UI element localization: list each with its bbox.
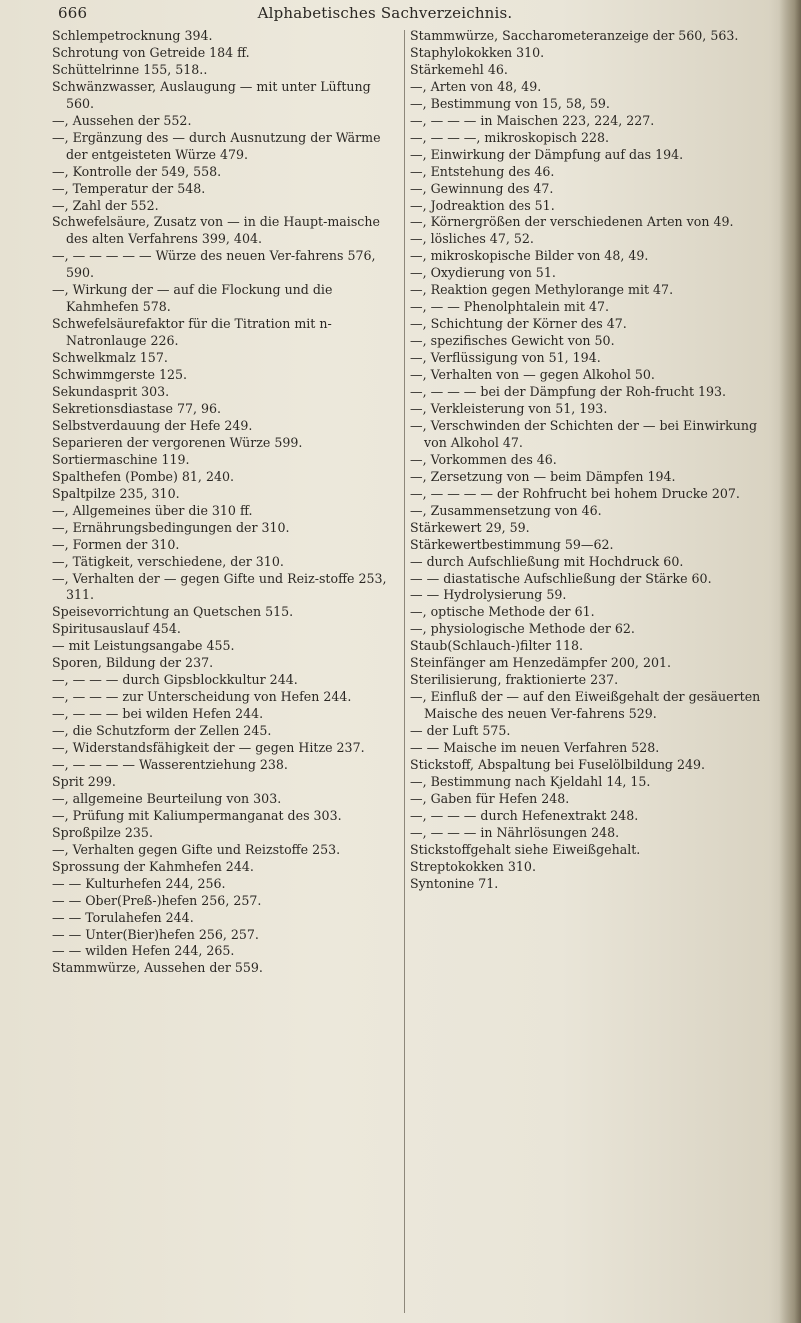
- index-entry: —, Zusammensetzung von 46.: [410, 502, 602, 518]
- index-entry: —, — — — zur Unterscheidung von Hefen 244.: [52, 689, 352, 705]
- index-entry: —, Gewinnung des 47.: [410, 180, 554, 196]
- index-column-left: [52, 28, 397, 977]
- index-entry: —, Bestimmung von 15, 58, 59.: [410, 95, 610, 111]
- index-entry: —, physiologische Methode der 62.: [410, 621, 635, 637]
- index-entry: Steinfänger am Henzedämpfer 200, 201.: [410, 655, 671, 671]
- index-entry: Schüttelrinne 155, 518..: [52, 61, 208, 77]
- index-entry: Sporen, Bildung der 237.: [52, 655, 214, 671]
- index-entry: —, — — — in Maischen 223, 224, 227.: [410, 112, 655, 128]
- index-entry: Stärkewert 29, 59.: [410, 519, 530, 535]
- index-entry: Sprossung der Kahmhefen 244.: [52, 858, 254, 874]
- index-entry: Streptokokken 310.: [410, 858, 536, 874]
- index-entry: Sekundasprit 303.: [52, 384, 170, 400]
- index-entry: —, Ergänzung des — durch Ausnutzung der Wärme der entgeisteten Würze 479.: [52, 129, 381, 162]
- index-entry: —, — — — durch Gipsblockkultur 244.: [52, 672, 298, 688]
- index-entry: — — Kulturhefen 244, 256.: [52, 875, 226, 891]
- index-entry: — — diastatische Aufschließung der Stärke 60.: [410, 570, 712, 586]
- index-entry: Schwefelsäurefaktor für die Titration mit n-Natronlauge 226.: [52, 316, 332, 349]
- index-entry: — — Ober(Preß-)hefen 256, 257.: [52, 892, 262, 908]
- index-entry: — der Luft 575.: [410, 723, 511, 739]
- index-entry: — durch Aufschließung mit Hochdruck 60.: [410, 553, 684, 569]
- index-entry: —, Gaben für Hefen 248.: [410, 790, 570, 806]
- index-entry: —, Zersetzung von — beim Dämpfen 194.: [410, 468, 676, 484]
- page-header: [0, 4, 801, 26]
- index-entry: Stickstoff, Abspaltung bei Fuselölbildung 249.: [410, 756, 706, 772]
- index-entry: Schwänzwasser, Auslaugung — mit unter Lüftung 560.: [52, 78, 371, 111]
- index-entry: Staub(Schlauch-)filter 118.: [410, 638, 584, 654]
- index-entry: Spalthefen (Pombe) 81, 240.: [52, 468, 234, 484]
- index-entry: —, Allgemeines über die 310 ff.: [52, 502, 253, 518]
- index-entry: — — Maische im neuen Verfahren 528.: [410, 740, 660, 756]
- index-entry: —, optische Methode der 61.: [410, 604, 595, 620]
- index-entry: —, Oxydierung von 51.: [410, 265, 556, 281]
- index-entry: —, Temperatur der 548.: [52, 180, 206, 196]
- index-entry: —, Verhalten von — gegen Alkohol 50.: [410, 367, 655, 383]
- index-entry: —, die Schutzform der Zellen 245.: [52, 723, 272, 739]
- index-entry: —, spezifisches Gewicht von 50.: [410, 333, 615, 349]
- index-entry: Stammwürze, Aussehen der 559.: [52, 960, 263, 976]
- index-entry: Stickstoffgehalt siehe Eiweißgehalt.: [410, 841, 641, 857]
- index-entry: Schlempetrocknung 394.: [52, 28, 213, 43]
- index-entry: Separieren der vergorenen Würze 599.: [52, 434, 303, 450]
- index-entry: —, Jodreaktion des 51.: [410, 197, 555, 213]
- index-entry: — — wilden Hefen 244, 265.: [52, 943, 235, 959]
- index-entry: Schwefelsäure, Zusatz von — in die Haupt-maische des alten Verfahrens 399, 404.: [52, 214, 380, 247]
- index-entry: —, Vorkommen des 46.: [410, 451, 557, 467]
- index-entry: —, Verhalten gegen Gifte und Reizstoffe 253.: [52, 841, 341, 857]
- index-entry: —, — — — bei der Dämpfung der Roh-frucht 193.: [410, 384, 727, 400]
- index-column-right: [410, 28, 768, 893]
- index-entry: —, Verflüssigung von 51, 194.: [410, 350, 601, 366]
- index-entry: Spaltpilze 235, 310.: [52, 485, 180, 501]
- index-entry: Sterilisierung, fraktionierte 237.: [410, 672, 619, 688]
- index-entry: —, Verhalten der — gegen Gifte und Reiz-stoffe 253, 311.: [52, 570, 387, 603]
- index-entry: Sekretionsdiastase 77, 96.: [52, 400, 222, 416]
- index-entry: —, mikroskopische Bilder von 48, 49.: [410, 248, 649, 264]
- index-entry: Sortiermaschine 119.: [52, 451, 190, 467]
- index-entry: —, Kontrolle der 549, 558.: [52, 163, 222, 179]
- page-edge-shadow: [779, 0, 801, 1323]
- index-entry: Stärkemehl 46.: [410, 61, 508, 77]
- page-title: Alphabetisches Sachverzeichnis.: [257, 4, 513, 22]
- index-entry: —, — — — in Nährlösungen 248.: [410, 824, 620, 840]
- index-entry: —, Entstehung des 46.: [410, 163, 555, 179]
- index-entry: —, Aussehen der 552.: [52, 112, 192, 128]
- index-entry: —, Prüfung mit Kaliumpermanganat des 303.: [52, 807, 342, 823]
- column-divider: [404, 30, 405, 1313]
- index-entry: Syntonine 71.: [410, 875, 499, 891]
- index-entry: Sproßpilze 235.: [52, 824, 153, 840]
- index-entry: — — Torulahefen 244.: [52, 909, 194, 925]
- index-entry: —, Tätigkeit, verschiedene, der 310.: [52, 553, 284, 569]
- index-entry: —, Einfluß der — auf den Eiweißgehalt der gesäuerten Maische des neuen Ver-fahrens 529.: [410, 689, 761, 722]
- index-entry: —, Reaktion gegen Methylorange mit 47.: [410, 282, 674, 298]
- index-entry: —, Widerstandsfähigkeit der — gegen Hitze 237.: [52, 740, 365, 756]
- index-entry: Spiritusauslauf 454.: [52, 621, 181, 637]
- index-entry: —, Schichtung der Körner des 47.: [410, 316, 627, 332]
- index-entry: Staphylokokken 310.: [410, 44, 545, 60]
- index-entry: Stammwürze, Saccharometeranzeige der 560, 563.: [410, 28, 739, 43]
- index-entry: —, Formen der 310.: [52, 536, 180, 552]
- index-entry: —, Körnergrößen der verschiedenen Arten von 49.: [410, 214, 734, 230]
- index-entry: —, Ernährungsbedingungen der 310.: [52, 519, 290, 535]
- index-entry: Stärkewertbestimmung 59—62.: [410, 536, 614, 552]
- page-number: 666: [58, 4, 88, 22]
- index-entry: Selbstverdauung der Hefe 249.: [52, 417, 253, 433]
- index-entry: — mit Leistungsangabe 455.: [52, 638, 235, 654]
- index-entry: — — Hydrolysierung 59.: [410, 587, 567, 603]
- index-entry: —, allgemeine Beurteilung von 303.: [52, 790, 282, 806]
- index-entry: —, — — Phenolphtalein mit 47.: [410, 299, 609, 315]
- index-entry: — — Unter(Bier)hefen 256, 257.: [52, 926, 259, 942]
- index-entry: —, Einwirkung der Dämpfung auf das 194.: [410, 146, 684, 162]
- index-entry: Sprit 299.: [52, 773, 116, 789]
- index-entry: —, — — — — der Rohfrucht bei hohem Drucke 207.: [410, 485, 740, 501]
- index-entry: Speisevorrichtung an Quetschen 515.: [52, 604, 294, 620]
- index-entry: —, — — — bei wilden Hefen 244.: [52, 706, 264, 722]
- index-entry: —, Bestimmung nach Kjeldahl 14, 15.: [410, 773, 651, 789]
- index-entry: —, Wirkung der — auf die Flockung und die Kahmhefen 578.: [52, 282, 333, 315]
- index-entry: —, — — — durch Hefenextrakt 248.: [410, 807, 639, 823]
- index-entry: Schwimmgerste 125.: [52, 367, 188, 383]
- index-entry: —, — — —, mikroskopisch 228.: [410, 129, 610, 145]
- index-entry: —, — — — — — Würze des neuen Ver-fahrens 576, 590.: [52, 248, 376, 281]
- index-entry: —, Verschwinden der Schichten der — bei Einwirkung von Alkohol 47.: [410, 417, 758, 450]
- index-entry: —, — — — — Wasserentziehung 238.: [52, 756, 288, 772]
- index-entry: —, Arten von 48, 49.: [410, 78, 542, 94]
- index-entry: —, Zahl der 552.: [52, 197, 159, 213]
- index-entry: —, Verkleisterung von 51, 193.: [410, 400, 608, 416]
- index-entry: —, lösliches 47, 52.: [410, 231, 534, 247]
- index-entry: Schwelkmalz 157.: [52, 350, 168, 366]
- index-entry: Schrotung von Getreide 184 ff.: [52, 44, 250, 60]
